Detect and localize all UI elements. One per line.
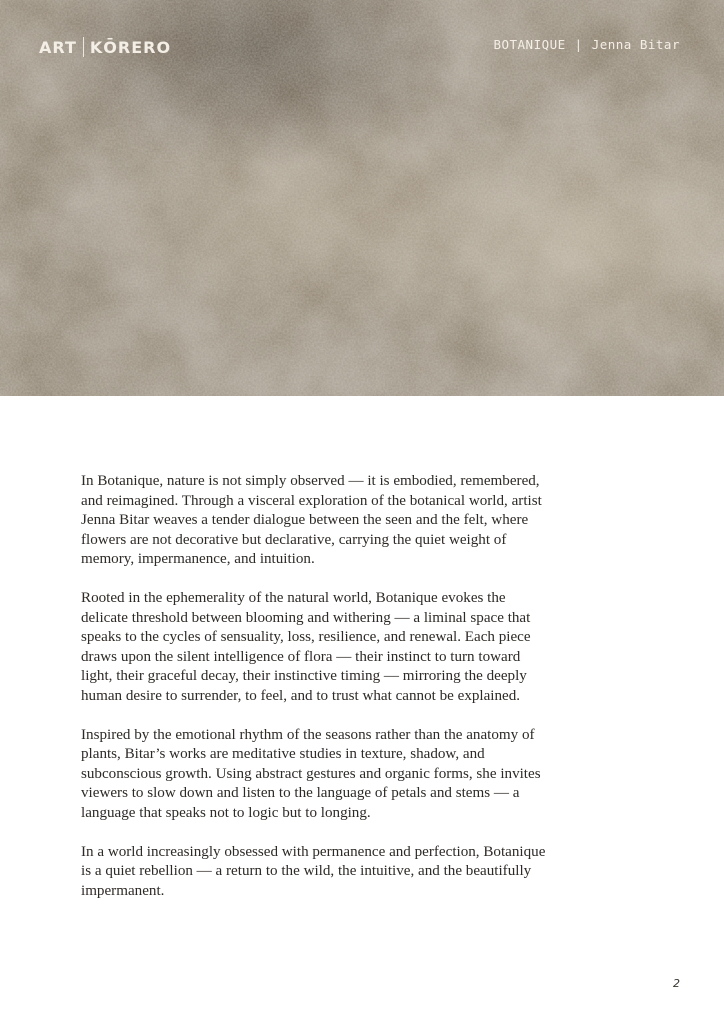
hero-artwork-image: [0, 0, 724, 396]
article-body: [81, 472, 551, 921]
paragraph-1: In Botanique, nature is not simply observed — it is embodied, remembered, and reimagined. Through a visceral exploration of the botanical world, artist Jenna Bitar weaves a tender dialogue between the seen and the felt, where flowers are not decorative but declarative, carrying the quiet weight of memory, impermanence, and intuition.: [81, 473, 542, 567]
artist-name: Jenna Bitar: [591, 37, 680, 52]
paragraph-3: Inspired by the emotional rhythm of the seasons rather than the anatomy of plants, Bitar’s works are meditative studies in texture, shadow, and subconscious growth. Using abstract gestures and organic forms, she invites viewers to slow down and listen to the language of petals and stems — a language that speaks not to logic but to longing.: [81, 726, 541, 821]
hero-texture: [0, 0, 724, 396]
paragraph-2: Rooted in the ephemerality of the natural world, Botanique evokes the delicate threshold between blooming and withering — a liminal space that speaks to the cycles of sensuality, loss, resilience, and renewal. Each piece draws upon the silent intelligence of flora — their instinct to turn toward light, their graceful decay, their instinctive timing — mirroring the deeply human desire to surrender, to feel, and to trust what cannot be explained.: [81, 590, 531, 704]
brand-logo[interactable]: [39, 37, 171, 57]
page-number: 2: [673, 977, 680, 990]
paragraph-4: In a world increasingly obsessed with permanence and perfection, Botanique is a quiet rebellion — a return to the wild, the intuitive, and the beautifully impermanent.: [81, 843, 546, 899]
series-title: BOTANIQUE: [493, 37, 566, 52]
brand-korero: KŌRERO: [89, 37, 172, 57]
brand-divider: [83, 37, 84, 57]
series-header: [493, 37, 680, 52]
brand-art: ART: [39, 37, 77, 57]
series-separator: |: [574, 37, 583, 52]
